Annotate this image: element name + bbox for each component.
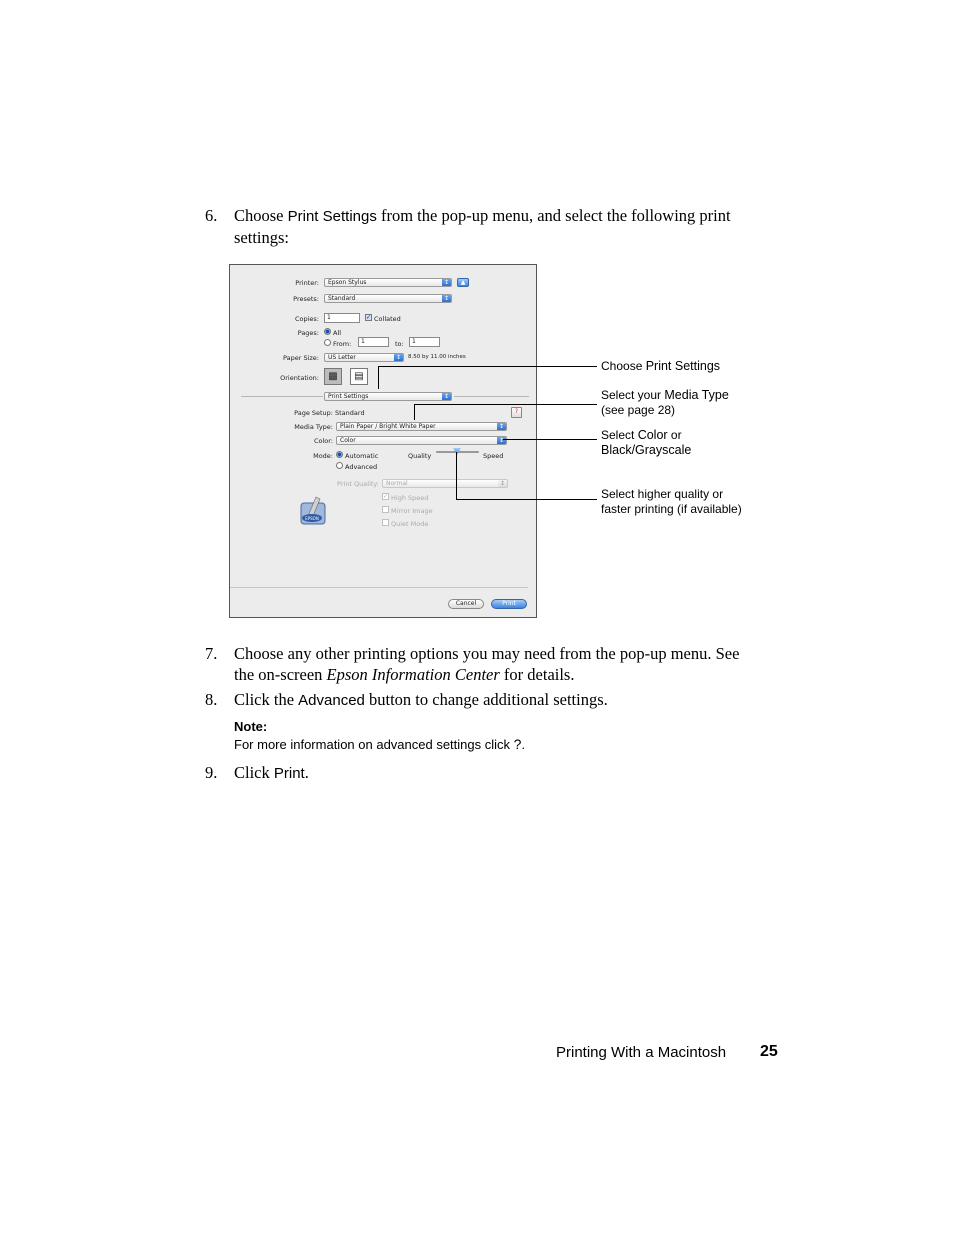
callout-line [378, 366, 379, 389]
popup-arrow-icon [497, 423, 506, 430]
from-input[interactable]: 1 [358, 337, 389, 347]
popup-arrow-icon [442, 393, 451, 400]
triangle-up-icon: ▲ [460, 279, 466, 286]
step-text: Click [234, 763, 274, 782]
page-setup-label: Page Setup: [294, 409, 333, 417]
callout-text: (see page 28) [601, 403, 676, 417]
callout-quality-speed [601, 487, 742, 517]
callout-command: Color [637, 428, 668, 442]
high-speed-checkbox[interactable]: ✓ [383, 493, 389, 500]
from-label: From: [333, 340, 352, 348]
step-9 [205, 762, 774, 784]
step-text: settings: [234, 228, 290, 247]
landscape-button[interactable] [350, 368, 368, 385]
mode-advanced-label: Advanced [345, 463, 378, 471]
paper-size-popup[interactable] [324, 353, 404, 362]
landscape-icon: ▤ [354, 371, 364, 382]
portrait-icon: ▩ [328, 371, 338, 382]
collated-checkbox[interactable]: ✓ [366, 314, 372, 321]
separator-line [454, 396, 529, 397]
mode-label: Mode: [313, 452, 333, 460]
step-number: 9. [205, 763, 218, 782]
epson-logo-text: EPSON [305, 516, 319, 521]
callout-text: faster printing (if available) [601, 502, 742, 516]
presets-value: Standard [328, 295, 356, 302]
pages-all-radio[interactable] [324, 328, 331, 335]
step-text: button to change additional settings. [364, 690, 608, 709]
step-italic-text: Epson Information Center [326, 665, 500, 684]
color-popup[interactable] [336, 436, 507, 445]
help-icon: ? [514, 408, 519, 415]
callout-text: Select your [601, 388, 665, 402]
callout-line [456, 499, 597, 500]
step-number: 7. [205, 644, 218, 663]
page-setup-value: Standard [335, 409, 365, 417]
to-label: to: [395, 340, 404, 348]
callout-color [601, 428, 691, 458]
footer-section-title: Printing With a Macintosh [556, 1044, 727, 1061]
presets-label: Presets: [293, 295, 319, 303]
bottom-divider [230, 587, 528, 588]
command-name: Print Settings [287, 208, 377, 225]
callout-text: Select [601, 428, 638, 442]
step-8 [205, 689, 774, 711]
step-text: . [304, 763, 309, 782]
presets-popup[interactable] [324, 294, 452, 303]
cancel-button[interactable]: Cancel [448, 599, 484, 609]
separator-line [241, 396, 323, 397]
pages-label: Pages: [297, 329, 319, 337]
color-label: Color: [313, 437, 333, 445]
callout-text: Select higher quality or [601, 487, 724, 501]
paper-size-value: US Letter [328, 354, 356, 361]
mode-automatic-radio[interactable] [336, 451, 343, 458]
page-number: 25 [760, 1043, 778, 1060]
panel-value: Print Settings [328, 393, 369, 400]
step-6 [205, 205, 764, 248]
callout-line [378, 366, 597, 367]
speed-label: Speed [483, 452, 504, 460]
print-quality-popup[interactable] [382, 479, 508, 488]
collated-label: Collated [374, 315, 401, 323]
printer-popup[interactable] [324, 278, 452, 287]
mirror-image-checkbox[interactable] [382, 506, 389, 513]
callout-line [456, 452, 457, 500]
callout-command: Print Settings [645, 359, 721, 373]
step-text: Click the [234, 690, 299, 709]
note-text: For more information on advanced settings click [234, 737, 514, 752]
print-dialog [229, 264, 537, 618]
callout-line [414, 404, 597, 405]
media-type-popup[interactable] [336, 422, 507, 431]
help-button[interactable] [511, 407, 522, 418]
callout-media-type [601, 388, 729, 418]
popup-arrow-icon [498, 480, 507, 487]
help-symbol: ? [513, 736, 522, 752]
paper-size-label: Paper Size: [282, 354, 319, 362]
step-text: the on-screen [234, 665, 327, 684]
print-button[interactable]: Print [491, 599, 527, 609]
callout-print-settings [601, 359, 720, 374]
callout-command: Black/Grayscale [601, 443, 692, 457]
epson-printer-utility-icon [298, 491, 328, 526]
pages-all-label: All [333, 329, 342, 337]
callout-command: Media Type [664, 388, 729, 402]
step-number: 8. [205, 690, 218, 709]
step-7 [205, 643, 774, 685]
step-text: for details. [499, 665, 575, 684]
mode-advanced-radio[interactable] [336, 462, 343, 469]
printer-value: Epson Stylus [328, 279, 367, 286]
high-speed-label: High Speed [391, 494, 429, 502]
quality-label: Quality [408, 452, 432, 460]
copies-label: Copies: [294, 315, 319, 323]
step-number: 6. [205, 206, 218, 225]
print-quality-label: Print Quality: [337, 480, 379, 488]
mirror-image-label: Mirror Image [391, 507, 433, 515]
disclosure-button[interactable] [457, 278, 469, 287]
callout-line [414, 404, 415, 420]
popup-arrow-icon [442, 279, 451, 286]
mode-automatic-label: Automatic [345, 452, 379, 460]
callout-text: or [667, 428, 682, 442]
command-name: Advanced [298, 692, 365, 709]
step-text: Choose any other printing options you may need from the pop-up menu. See [234, 644, 740, 663]
step-text: Choose [234, 206, 288, 225]
panel-popup[interactable] [324, 392, 452, 401]
quiet-mode-checkbox[interactable] [382, 519, 389, 526]
popup-arrow-icon [442, 295, 451, 302]
paper-size-dims: 8.50 by 11.00 inches [408, 354, 466, 360]
quiet-mode-label: Quiet Mode [391, 520, 429, 528]
note-text: . [521, 737, 526, 752]
media-type-label: Media Type: [294, 423, 333, 431]
callout-text: Choose [601, 359, 646, 373]
copies-input[interactable]: 1 [324, 313, 360, 323]
portrait-button[interactable] [324, 368, 342, 385]
to-input[interactable]: 1 [409, 337, 440, 347]
orientation-label: Orientation: [280, 374, 319, 382]
command-name: Print [273, 765, 305, 782]
note-body [234, 736, 525, 752]
step-text: from the pop-up menu, and select the following print [376, 206, 731, 225]
callout-line [503, 439, 597, 440]
popup-arrow-icon [394, 354, 403, 361]
printer-label: Printer: [295, 279, 319, 287]
note-heading: Note: [234, 719, 268, 734]
media-type-value: Plain Paper / Bright White Paper [340, 423, 436, 430]
color-value: Color [340, 437, 356, 444]
pages-range-radio[interactable] [324, 339, 331, 346]
print-quality-value: Normal [386, 480, 408, 487]
